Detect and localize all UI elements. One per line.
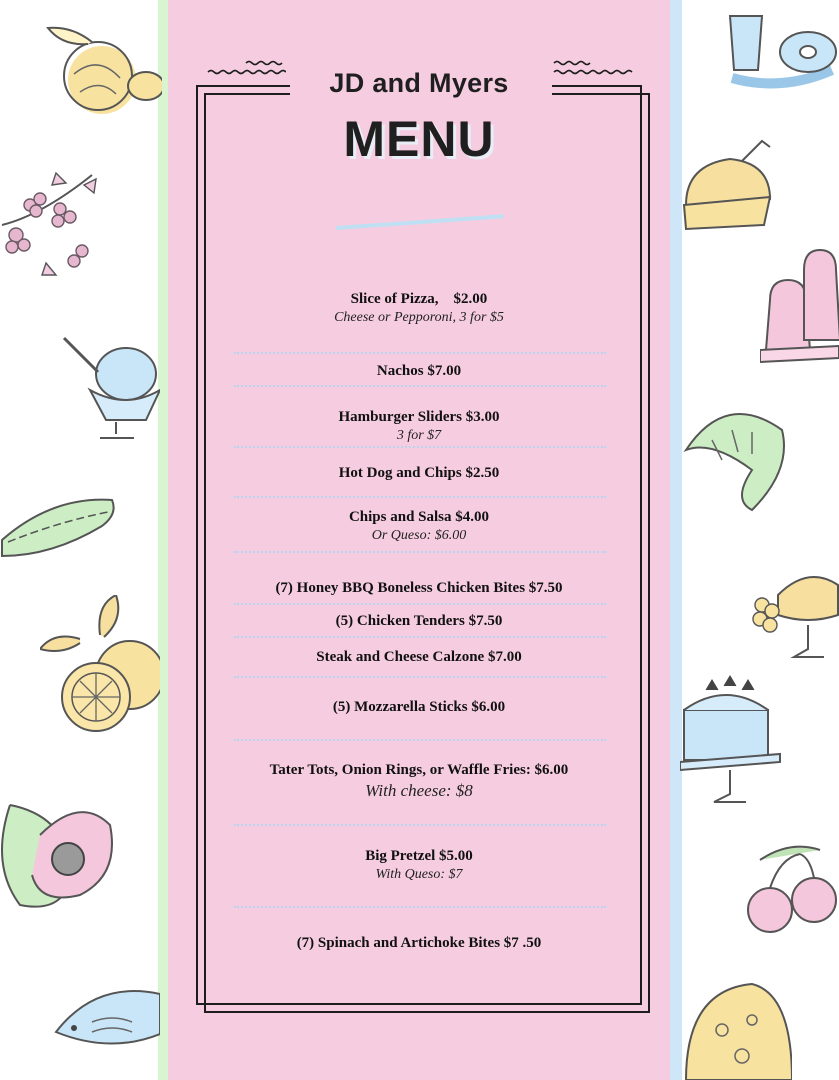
menu-item xyxy=(196,648,642,667)
blue-strip xyxy=(670,0,682,1080)
item-name: Steak and Cheese Calzone $7.00 xyxy=(316,649,522,665)
divider xyxy=(234,446,606,448)
menu-item xyxy=(196,362,642,381)
ice-cream-bowl-icon xyxy=(60,330,160,450)
item-description: 3 for $7 xyxy=(396,428,442,443)
salt-pepper-icon xyxy=(760,240,839,370)
restaurant-name: JD and Myers xyxy=(329,68,509,98)
divider xyxy=(234,496,606,498)
croissant-icon xyxy=(682,400,790,525)
item-name: Hamburger Sliders $3.00 xyxy=(338,409,500,425)
roast-chicken-icon xyxy=(682,135,782,245)
lemon-icon xyxy=(40,595,160,740)
apple-icon xyxy=(22,14,162,119)
item-description: With cheese: $8 xyxy=(365,781,473,800)
fish-icon xyxy=(52,972,160,1057)
cherries-icon xyxy=(740,830,839,945)
menu-item xyxy=(196,464,642,483)
sub-sandwich-icon xyxy=(0,490,120,570)
divider xyxy=(234,636,606,638)
menu-item xyxy=(196,934,642,953)
item-name: Big Pretzel $5.00 xyxy=(365,848,473,864)
divider xyxy=(234,824,606,826)
green-strip xyxy=(158,0,168,1080)
divider xyxy=(234,385,606,387)
divider xyxy=(234,739,606,741)
item-description: With Queso: $7 xyxy=(375,867,463,882)
item-name: Hot Dog and Chips $2.50 xyxy=(338,465,500,481)
menu-item xyxy=(196,761,642,802)
divider xyxy=(234,603,606,605)
menu-item xyxy=(196,290,642,327)
divider xyxy=(234,352,606,354)
menu-item xyxy=(196,612,642,631)
fruit-bowl-icon xyxy=(748,555,839,665)
item-description: Cheese or Pepporoni, 3 for $5 xyxy=(334,310,504,325)
grapes-branch-icon xyxy=(0,165,110,285)
cheese-icon xyxy=(682,980,792,1080)
divider xyxy=(234,676,606,678)
item-name: Slice of Pizza, $2.00 xyxy=(350,291,488,307)
menu-item xyxy=(196,847,642,884)
item-name: Tater Tots, Onion Rings, or Waffle Fries: $6.00 xyxy=(269,762,569,778)
divider xyxy=(234,906,606,908)
menu-item xyxy=(196,698,642,717)
item-name: (5) Chicken Tenders $7.50 xyxy=(335,613,503,629)
cake-icon xyxy=(680,670,784,810)
menu-item xyxy=(196,579,642,598)
item-name: (5) Mozzarella Sticks $6.00 xyxy=(332,699,506,715)
coffee-donut-icon xyxy=(722,8,839,98)
menu-title: MENU xyxy=(343,111,495,167)
menu-item xyxy=(196,508,642,545)
item-name: Chips and Salsa $4.00 xyxy=(348,509,490,525)
divider xyxy=(234,551,606,553)
menu-item xyxy=(196,408,642,445)
item-name: Nachos $7.00 xyxy=(376,363,462,379)
item-name: (7) Honey BBQ Boneless Chicken Bites $7.50 xyxy=(275,580,563,596)
item-name: (7) Spinach and Artichoke Bites $7 .50 xyxy=(296,935,542,951)
item-description: Or Queso: $6.00 xyxy=(371,528,467,543)
avocado-icon xyxy=(0,785,120,920)
